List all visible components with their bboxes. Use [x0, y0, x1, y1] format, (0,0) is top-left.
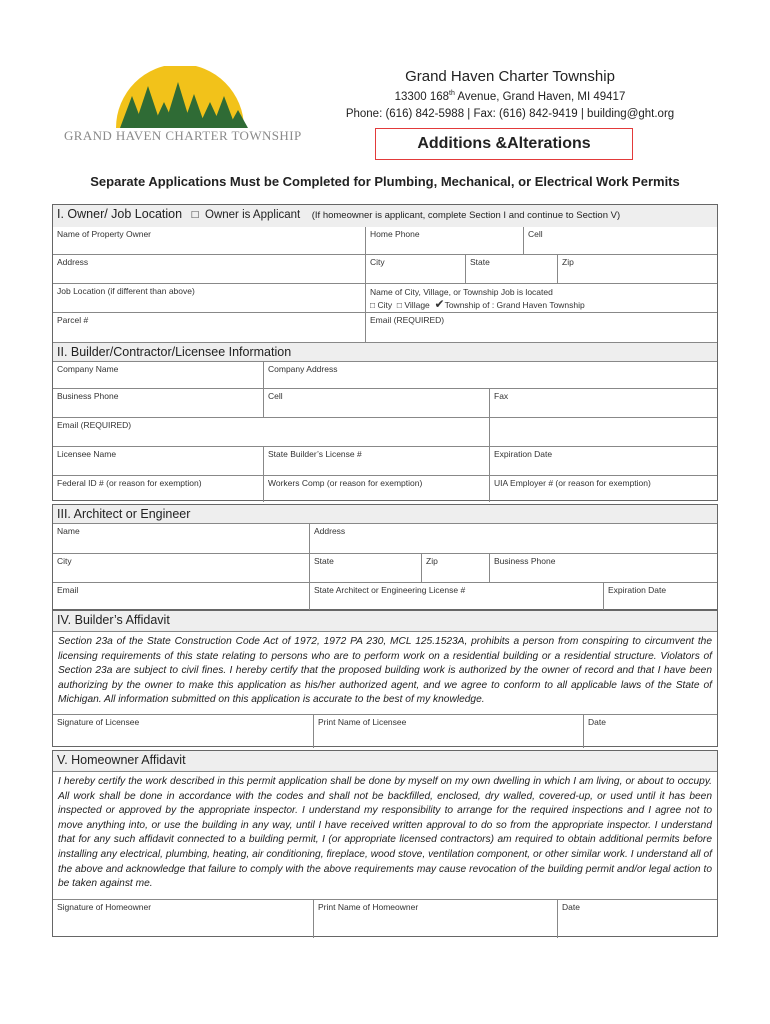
org-contact: Phone: (616) 842-5988 | Fax: (616) 842-9419 | building@ght.org	[345, 108, 675, 120]
section-builder-info: II. Builder/Contractor/Licensee Information	[53, 342, 717, 361]
owner-applicant-checkbox[interactable]: □	[191, 209, 199, 221]
owner-email-field[interactable]: Email (REQUIRED)	[365, 313, 719, 342]
form-sections-1-2	[52, 204, 718, 501]
workers-comp-field[interactable]: Workers Comp (or reason for exemption)	[263, 476, 489, 502]
jurisdiction-options	[370, 298, 715, 311]
builder-email-row	[53, 417, 717, 446]
section-title: I. Owner/ Job Location	[57, 207, 183, 221]
homeowner-signature-row	[53, 899, 717, 938]
builder-affidavit-text: Section 23a of the State Construction Code Act of 1972, 1972 PA 230, MCL 125.1523A, prohibits a person from conspiring to circumvent the licensing requirements of this state relating to persons who are to perform work on a residential building or a residential structure. Violators of Section 23a are subject to civil fines. I hereby certify that the proposed building work is authorized by the owner of record and that I have been authorizing by the owner to make this application as his/her authorized agent, and we agree to conform to all applicable laws of the State of Michigan. All information submitted on this application is accurate to the best of my knowledge.	[53, 631, 717, 714]
license-expiration-field[interactable]: Expiration Date	[489, 447, 719, 475]
builder-phone-row	[53, 388, 717, 417]
builder-email-field[interactable]: Email (REQUIRED)	[57, 420, 132, 430]
architect-email-row	[53, 582, 717, 611]
township-check-icon[interactable]: ✔	[434, 297, 445, 311]
section-homeowner-affidavit: V. Homeowner Affidavit	[53, 751, 717, 771]
homeowner-signature-field[interactable]: Signature of Homeowner	[57, 902, 152, 912]
architect-email-field[interactable]: Email	[57, 585, 79, 595]
form-section-5	[52, 750, 718, 937]
zip-field[interactable]: Zip	[557, 255, 719, 283]
separate-applications-notice: Separate Applications Must be Completed for Plumbing, Mechanical, or Electrical Work Permits	[90, 174, 680, 189]
org-name: Grand Haven Charter Township	[405, 68, 615, 85]
company-name-field[interactable]: Company Name	[57, 364, 119, 374]
job-location-field[interactable]: Job Location (if different than above)	[57, 286, 195, 296]
section-architect: III. Architect or Engineer	[53, 505, 717, 523]
section-owner-job-location	[53, 205, 717, 227]
architect-name-field[interactable]: Name	[57, 526, 80, 536]
builder-license-field[interactable]: State Builder’s License #	[263, 447, 489, 475]
form-section-4	[52, 610, 718, 747]
fax-field[interactable]: Fax	[489, 389, 719, 417]
parcel-field[interactable]: Parcel #	[57, 315, 89, 325]
company-address-field[interactable]: Company Address	[263, 362, 719, 388]
address-field[interactable]: Address	[57, 257, 89, 267]
section-builder-affidavit: IV. Builder’s Affidavit	[53, 611, 717, 631]
architect-address-field[interactable]: Address	[309, 524, 719, 553]
homeowner-print-name-field[interactable]: Print Name of Homeowner	[313, 900, 557, 938]
state-field[interactable]: State	[465, 255, 557, 283]
jurisdiction-field	[365, 284, 719, 312]
address-row	[53, 254, 717, 283]
township-option-label: Township of : Grand Haven Township	[444, 300, 585, 310]
architect-name-row	[53, 523, 717, 553]
architect-state-field[interactable]: State	[309, 554, 421, 582]
federal-id-field[interactable]: Federal ID # (or reason for exemption)	[57, 478, 202, 488]
job-location-row	[53, 283, 717, 312]
village-option-label: Village	[404, 300, 430, 310]
owner-applicant-label: Owner is Applicant	[205, 209, 301, 221]
architect-city-field[interactable]: City	[57, 556, 72, 566]
homeowner-affidavit-text: I hereby certify the work described in this permit application shall be done by myself on my own dwelling in which I am living, or about to occupy. All work shall be done in accordance with the codes and shall not be backfilled, enclosed, dry walled, covered-up, or used until it has been inspected or approved by the appropriate inspector. I understand my responsibility to arrange for the required inspections and I agree not to move anything into, or use the building in any way, until I have received written approval to do so from the appropriate inspector. I understand that for any such affidavit connected to a building permit, I (or appropriate licensed contractors) am required to obtain additional permits before installing any electrical, plumbing, heating, air conditioning, fireplace, wood stove, ventilation component, or other similar work. I understand all of the above and acknowledge that failure to comply with the above requirements may cause revocation of the building permit and/or legal action to be taken against me.	[53, 771, 717, 899]
architect-expiration-field[interactable]: Expiration Date	[603, 583, 719, 611]
city-field[interactable]: City	[365, 255, 465, 283]
cell-field[interactable]: Cell	[523, 227, 719, 254]
architect-city-row	[53, 553, 717, 582]
licensee-signature-field[interactable]: Signature of Licensee	[57, 717, 140, 727]
licensee-name-field[interactable]: Licensee Name	[57, 449, 117, 459]
form-section-3	[52, 504, 718, 610]
architect-license-field[interactable]: State Architect or Engineering License #	[309, 583, 603, 611]
org-address: 13300 168th Avenue, Grand Haven, MI 49417	[394, 90, 626, 103]
exemption-row	[53, 475, 717, 502]
home-phone-field[interactable]: Home Phone	[365, 227, 523, 254]
builder-email-blank	[489, 418, 719, 446]
company-row	[53, 361, 717, 388]
homeowner-date-field[interactable]: Date	[557, 900, 719, 938]
logo-text: GRAND HAVEN CHARTER TOWNSHIP	[64, 128, 302, 143]
owner-applicant-note: (If homeowner is applicant, complete Section I and continue to Section V)	[311, 210, 621, 221]
licensee-print-name-field[interactable]: Print Name of Licensee	[313, 715, 583, 748]
village-checkbox[interactable]: □	[396, 300, 403, 310]
license-row	[53, 446, 717, 475]
architect-zip-field[interactable]: Zip	[421, 554, 489, 582]
parcel-row	[53, 312, 717, 342]
uia-employer-field[interactable]: UIA Employer # (or reason for exemption)	[489, 476, 719, 502]
property-owner-field[interactable]: Name of Property Owner	[57, 229, 152, 239]
business-phone-field[interactable]: Business Phone	[57, 391, 119, 401]
city-option-label: City	[377, 300, 393, 310]
licensee-date-field[interactable]: Date	[583, 715, 719, 748]
builder-cell-field[interactable]: Cell	[263, 389, 489, 417]
city-checkbox[interactable]: □	[370, 300, 376, 310]
architect-phone-field[interactable]: Business Phone	[489, 554, 719, 582]
owner-row	[53, 227, 717, 254]
licensee-signature-row	[53, 714, 717, 748]
form-title: Additions &Alterations	[375, 128, 633, 160]
jurisdiction-label: Name of City, Village, or Township Job is located	[370, 287, 553, 297]
